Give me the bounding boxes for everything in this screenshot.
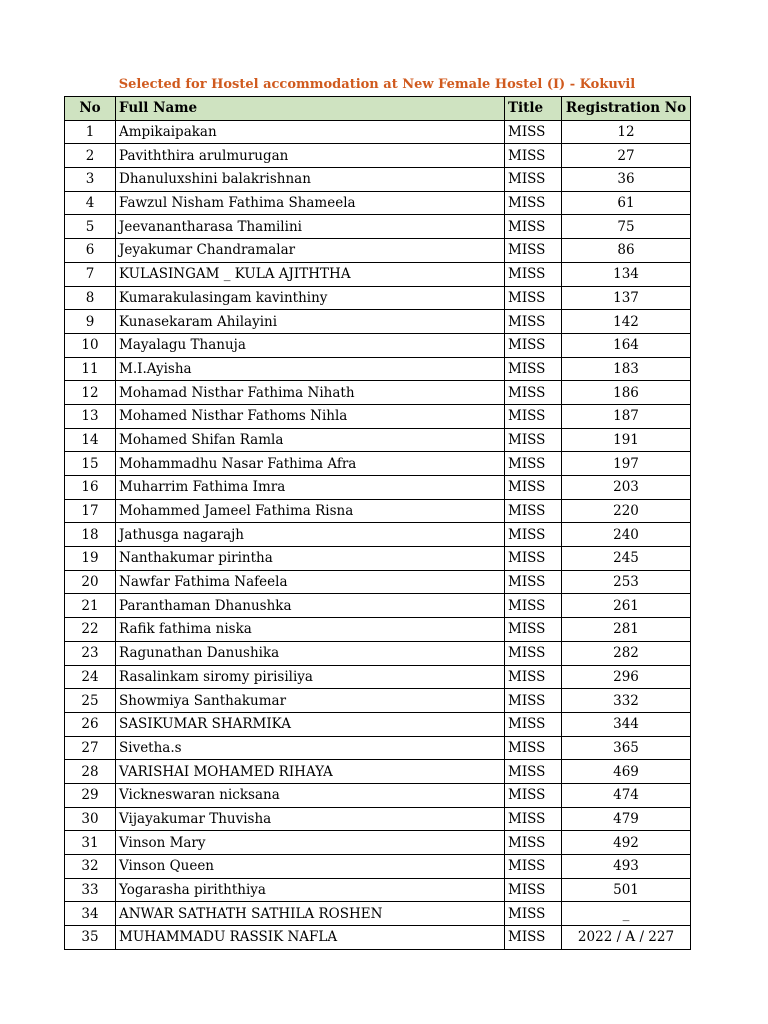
table-row [65, 712, 691, 736]
row-registration-no: _ [562, 902, 691, 926]
row-full-name: Fawzul Nisham Fathima Shameela [116, 191, 505, 215]
row-registration-no: 164 [562, 333, 691, 357]
row-full-name: Jathusga nagarajh [116, 523, 505, 547]
table-row [65, 594, 691, 618]
row-title: MISS [505, 191, 562, 215]
row-number: 10 [65, 333, 116, 357]
row-title: MISS [505, 333, 562, 357]
row-number: 2 [65, 144, 116, 168]
row-title: MISS [505, 262, 562, 286]
row-registration-no: 220 [562, 499, 691, 523]
row-full-name: Jeyakumar Chandramalar [116, 239, 505, 263]
row-title: MISS [505, 476, 562, 500]
row-title: MISS [505, 831, 562, 855]
table-row [65, 855, 691, 879]
row-registration-no: 365 [562, 736, 691, 760]
table-row [65, 523, 691, 547]
row-full-name: Nanthakumar pirintha [116, 547, 505, 571]
row-number: 9 [65, 310, 116, 334]
table-row [65, 831, 691, 855]
table-row [65, 215, 691, 239]
row-registration-no: 344 [562, 712, 691, 736]
header-no: No [65, 97, 116, 121]
table-row [65, 144, 691, 168]
table-row [65, 878, 691, 902]
row-registration-no: 253 [562, 570, 691, 594]
row-registration-no: 12 [562, 120, 691, 144]
row-title: MISS [505, 902, 562, 926]
hostel-selection-table [64, 96, 691, 950]
row-title: MISS [505, 120, 562, 144]
table-row [65, 381, 691, 405]
row-registration-no: 142 [562, 310, 691, 334]
row-title: MISS [505, 404, 562, 428]
table-row [65, 641, 691, 665]
row-registration-no: 261 [562, 594, 691, 618]
table-body [65, 120, 691, 949]
row-full-name: Mayalagu Thanuja [116, 333, 505, 357]
row-registration-no: 332 [562, 689, 691, 713]
row-number: 15 [65, 452, 116, 476]
row-full-name: Ampikaipakan [116, 120, 505, 144]
row-full-name: ANWAR SATHATH SATHILA ROSHEN [116, 902, 505, 926]
row-full-name: Mohamed Nisthar Fathoms Nihla [116, 404, 505, 428]
row-title: MISS [505, 665, 562, 689]
row-registration-no: 203 [562, 476, 691, 500]
row-full-name: Vinson Mary [116, 831, 505, 855]
row-title: MISS [505, 168, 562, 192]
row-full-name: Sivetha.s [116, 736, 505, 760]
row-registration-no: 2022 / A / 227 [562, 926, 691, 950]
header-title: Title [505, 97, 562, 121]
row-number: 14 [65, 428, 116, 452]
row-full-name: Mohammadhu Nasar Fathima Afra [116, 452, 505, 476]
table-row [65, 926, 691, 950]
table-row [65, 168, 691, 192]
header-full-name: Full Name [116, 97, 505, 121]
row-full-name: Mohamad Nisthar Fathima Nihath [116, 381, 505, 405]
row-title: MISS [505, 144, 562, 168]
row-full-name: Vickneswaran nicksana [116, 783, 505, 807]
table-row [65, 547, 691, 571]
row-number: 35 [65, 926, 116, 950]
row-number: 16 [65, 476, 116, 500]
row-number: 31 [65, 831, 116, 855]
row-title: MISS [505, 783, 562, 807]
row-full-name: Paviththira arulmurugan [116, 144, 505, 168]
row-title: MISS [505, 310, 562, 334]
row-title: MISS [505, 428, 562, 452]
table-row [65, 618, 691, 642]
row-full-name: Showmiya Santhakumar [116, 689, 505, 713]
row-registration-no: 36 [562, 168, 691, 192]
row-registration-no: 240 [562, 523, 691, 547]
row-registration-no: 469 [562, 760, 691, 784]
row-number: 28 [65, 760, 116, 784]
row-full-name: KULASINGAM _ KULA AJITHTHA [116, 262, 505, 286]
row-title: MISS [505, 807, 562, 831]
table-row [65, 239, 691, 263]
row-number: 27 [65, 736, 116, 760]
row-number: 22 [65, 618, 116, 642]
row-full-name: Kunasekaram Ahilayini [116, 310, 505, 334]
row-number: 29 [65, 783, 116, 807]
table-row [65, 783, 691, 807]
row-registration-no: 492 [562, 831, 691, 855]
row-number: 20 [65, 570, 116, 594]
row-registration-no: 282 [562, 641, 691, 665]
row-registration-no: 479 [562, 807, 691, 831]
row-registration-no: 191 [562, 428, 691, 452]
row-registration-no: 197 [562, 452, 691, 476]
row-title: MISS [505, 381, 562, 405]
row-full-name: Vinson Queen [116, 855, 505, 879]
table-row [65, 570, 691, 594]
row-title: MISS [505, 878, 562, 902]
row-number: 34 [65, 902, 116, 926]
row-registration-no: 296 [562, 665, 691, 689]
row-number: 23 [65, 641, 116, 665]
row-registration-no: 245 [562, 547, 691, 571]
row-full-name: Rafik fathima niska [116, 618, 505, 642]
table-row [65, 902, 691, 926]
row-title: MISS [505, 594, 562, 618]
row-full-name: Paranthaman Dhanushka [116, 594, 505, 618]
header-registration-no: Registration No [562, 97, 691, 121]
row-title: MISS [505, 855, 562, 879]
row-registration-no: 187 [562, 404, 691, 428]
table-row [65, 286, 691, 310]
row-full-name: SASIKUMAR SHARMIKA [116, 712, 505, 736]
row-number: 24 [65, 665, 116, 689]
row-number: 4 [65, 191, 116, 215]
table-row [65, 333, 691, 357]
row-title: MISS [505, 239, 562, 263]
row-number: 5 [65, 215, 116, 239]
row-full-name: Kumarakulasingam kavinthiny [116, 286, 505, 310]
row-registration-no: 134 [562, 262, 691, 286]
row-full-name: Yogarasha piriththiya [116, 878, 505, 902]
row-number: 25 [65, 689, 116, 713]
row-title: MISS [505, 523, 562, 547]
row-number: 18 [65, 523, 116, 547]
row-number: 12 [65, 381, 116, 405]
row-full-name: Mohamed Shifan Ramla [116, 428, 505, 452]
row-registration-no: 183 [562, 357, 691, 381]
row-title: MISS [505, 286, 562, 310]
table-row [65, 689, 691, 713]
row-number: 26 [65, 712, 116, 736]
row-title: MISS [505, 499, 562, 523]
table-row [65, 310, 691, 334]
row-number: 1 [65, 120, 116, 144]
row-number: 3 [65, 168, 116, 192]
row-title: MISS [505, 547, 562, 571]
table-row [65, 428, 691, 452]
row-full-name: MUHAMMADU RASSIK NAFLA [116, 926, 505, 950]
table-row [65, 262, 691, 286]
table-row [65, 120, 691, 144]
row-registration-no: 86 [562, 239, 691, 263]
row-title: MISS [505, 760, 562, 784]
row-title: MISS [505, 452, 562, 476]
row-number: 33 [65, 878, 116, 902]
row-title: MISS [505, 570, 562, 594]
table-row [65, 476, 691, 500]
table-row [65, 736, 691, 760]
row-title: MISS [505, 618, 562, 642]
row-number: 17 [65, 499, 116, 523]
row-number: 11 [65, 357, 116, 381]
row-full-name: Muharrim Fathima Imra [116, 476, 505, 500]
row-number: 6 [65, 239, 116, 263]
row-number: 19 [65, 547, 116, 571]
table-row [65, 760, 691, 784]
row-registration-no: 27 [562, 144, 691, 168]
row-full-name: Jeevanantharasa Thamilini [116, 215, 505, 239]
row-registration-no: 137 [562, 286, 691, 310]
row-registration-no: 501 [562, 878, 691, 902]
row-number: 8 [65, 286, 116, 310]
row-full-name: Dhanuluxshini balakrishnan [116, 168, 505, 192]
row-title: MISS [505, 641, 562, 665]
row-title: MISS [505, 712, 562, 736]
row-title: MISS [505, 689, 562, 713]
row-full-name: Nawfar Fathima Nafeela [116, 570, 505, 594]
row-title: MISS [505, 357, 562, 381]
row-number: 21 [65, 594, 116, 618]
row-title: MISS [505, 215, 562, 239]
table-row [65, 452, 691, 476]
table-row [65, 357, 691, 381]
row-full-name: VARISHAI MOHAMED RIHAYA [116, 760, 505, 784]
row-title: MISS [505, 736, 562, 760]
row-registration-no: 186 [562, 381, 691, 405]
row-registration-no: 493 [562, 855, 691, 879]
table-row [65, 499, 691, 523]
table-header-row [65, 97, 691, 121]
row-full-name: Ragunathan Danushika [116, 641, 505, 665]
row-full-name: Rasalinkam siromy pirisiliya [116, 665, 505, 689]
row-title: MISS [505, 926, 562, 950]
table-row [65, 807, 691, 831]
row-number: 13 [65, 404, 116, 428]
row-registration-no: 75 [562, 215, 691, 239]
page-title: Selected for Hostel accommodation at New Female Hostel (I) - Kokuvil [118, 77, 636, 92]
row-number: 32 [65, 855, 116, 879]
row-registration-no: 281 [562, 618, 691, 642]
row-full-name: Vijayakumar Thuvisha [116, 807, 505, 831]
row-full-name: Mohammed Jameel Fathima Risna [116, 499, 505, 523]
row-number: 7 [65, 262, 116, 286]
row-registration-no: 61 [562, 191, 691, 215]
row-number: 30 [65, 807, 116, 831]
row-registration-no: 474 [562, 783, 691, 807]
table-row [65, 665, 691, 689]
table-row [65, 404, 691, 428]
table-row [65, 191, 691, 215]
row-full-name: M.I.Ayisha [116, 357, 505, 381]
